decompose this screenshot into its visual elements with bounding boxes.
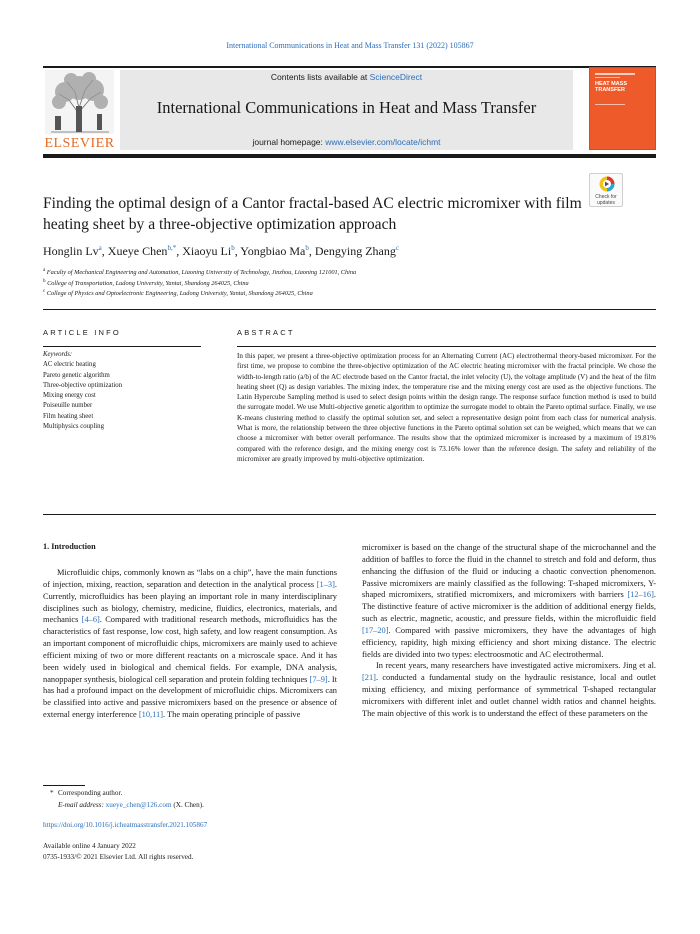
footnotes xyxy=(50,788,350,811)
elsevier-tree-icon xyxy=(45,70,114,134)
paragraph-text: . The distinctive feature of active micromixer is the addition of additional energy fields, such as electric, magnetic, acoustic, and pressure fields, within the microfluidic field xyxy=(362,590,656,624)
keyword-item: Multiphysics coupling xyxy=(43,423,104,431)
contents-line xyxy=(120,72,573,82)
paragraph-text: . The main operating principle of passive xyxy=(163,710,301,720)
abstract-text: In this paper, we present a three-objective optimization process for an Alternating Current (AC) electrothermal theory-based micromixer. For the first time, we propose to combine the three-objective optimization of the AC electric heating micromixer with the fractal principle. We chose the width-to-length ratio (a/b) of the AC electrode based on the Cantor fractal, the inlet velocity (U), the voltage amplitude (V) and the heat of the film heating sheet (Q) as design variables. The mixing index, the temperature rise and the mixing energy cost are used as the objective functions. The Latin Hypercube Sampling method is used to select design points within the design range. The response surface function method is used to build the surrogate model. We use Multi-objective genetic algorithm to optimize the surrogate model to obtain the Pareto optimal surface. Finally, we use K-means clustering method to classify the optimal solution set, and select a representative design point from each class for numerical analysis. What is more, the relationship between the three objective functions in the Pareto optimal solution set can be weighed, which means that we can choose a micromixer with better overall performance. The results show that the optimized micromixer is increased by a maximum of 19.81% compared with the reference design, and the mixing energy cost is 73.16% lower than the reference design. The safety and reliability of the micromixer are greatly improved by multi-objective optimization. xyxy=(237,352,656,463)
intro-paragraph-1-continued xyxy=(362,542,656,660)
author-affiliation-mark[interactable]: c xyxy=(395,244,399,252)
check-label-line-1: Check for xyxy=(595,194,617,200)
author-separator: , xyxy=(176,244,183,258)
author-separator: , xyxy=(101,244,108,258)
citation-link[interactable]: [4–6] xyxy=(81,615,100,625)
keywords-block xyxy=(43,350,203,432)
masthead-rule xyxy=(43,154,656,158)
keyword-item: Three-objective optimization xyxy=(43,381,123,389)
author-affiliation-mark[interactable]: b,* xyxy=(167,244,177,252)
citation-link[interactable]: [7–9] xyxy=(309,674,328,684)
check-label-line-2: updates xyxy=(597,199,615,206)
publication-meta xyxy=(43,841,193,863)
masthead xyxy=(43,70,656,150)
affiliation-line xyxy=(43,279,643,290)
article-info-rule xyxy=(43,346,201,347)
author-list xyxy=(43,244,643,259)
author-separator: , xyxy=(234,244,241,258)
affiliation-text: College of Transportation, Ludong University, Yantai, Shandong 264025, China xyxy=(45,279,249,287)
affiliation-line xyxy=(43,268,643,279)
affiliation-mark: c xyxy=(43,288,46,294)
paper-title: Finding the optimal design of a Cantor fractal-based AC electric micromixer with film heating sheet by a three-objective optimization approach xyxy=(43,195,582,233)
intro-paragraph-1 xyxy=(43,567,337,721)
doi-link[interactable]: https://doi.org/10.1016/j.icheatmasstransfer.2021.105867 xyxy=(43,821,208,829)
keyword-item: Film heating sheet xyxy=(43,412,94,420)
introduction-heading: 1. Introduction xyxy=(43,542,96,551)
abstract-heading: ABSTRACT xyxy=(237,328,295,337)
elsevier-logo[interactable] xyxy=(43,70,116,150)
homepage-prefix: journal homepage: xyxy=(252,137,326,147)
abstract-rule xyxy=(237,346,656,347)
affiliation-text: Faculty of Mechanical Engineering and Automation, Liaoning University of Technology, Jinzhou, Liaoning 121001, China xyxy=(45,269,357,276)
journal-cover-thumbnail[interactable] xyxy=(589,67,656,150)
author-name[interactable]: Yongbiao Ma xyxy=(240,244,306,258)
keyword-item: AC electric heating xyxy=(43,361,96,369)
author-name[interactable]: Xueye Chen xyxy=(107,244,168,258)
paragraph-text: . Compared with passive micromixers, they have the advantages of high efficiency, rapidity, high mixing efficiency and short mixing distance. The electric fields are divided into two types: electroosmotic and AC electrothermal. xyxy=(362,625,656,659)
affiliation-text: College of Physics and Optoelectronic Engineering, Ludong University, Yantai, Shandong 264025, China xyxy=(45,290,313,297)
cover-decoration xyxy=(595,73,635,75)
paragraph-text: . conducted a fundamental study on the hydraulic resistance, local and outlet mixing efficiency, and mixing performance of symmetrical T-shaped rectangular micromixers with different inlet and outlet channel width ratios and channel heights. The main objective of this work is to understand the effect of these parameters on the xyxy=(362,673,656,718)
email-suffix: (X. Chen). xyxy=(171,800,204,809)
author-separator: , xyxy=(308,244,315,258)
top-rule xyxy=(43,66,656,68)
cover-decoration xyxy=(595,77,620,78)
abstract-bottom-rule xyxy=(43,514,656,515)
check-updates-icon xyxy=(599,176,615,194)
citation-link[interactable]: [17–20] xyxy=(362,625,389,635)
article-info-heading: ARTICLE INFO xyxy=(43,328,121,337)
cover-title: HEAT MASS TRANSFER xyxy=(595,81,627,93)
journal-reference[interactable]: International Communications in Heat and Mass Transfer 131 (2022) 105867 xyxy=(226,41,474,50)
affiliation-mark: a xyxy=(43,267,46,273)
author-name[interactable]: Honglin Lv xyxy=(43,244,99,258)
paragraph-text: micromixer is based on the change of the structural shape of the microchannel and the addition of baffles to force the fluid in the channel to stretch and fold and deform, thus enhancing the diffusion of the fluid or inducing a chaotic convection phenomenon. Passive micromixers are mainly classified as the following: T-shaped micromixers, Y-shaped micromixers, stratified micromixers, and micromixers with barriers xyxy=(362,543,656,600)
paragraph-text: In recent years, many researchers have investigated active micromixers. Jing et al. xyxy=(376,661,656,671)
citation-link[interactable]: [10,11] xyxy=(138,710,163,720)
corresponding-author-note xyxy=(50,788,350,800)
journal-title: International Communications in Heat and Mass Transfer xyxy=(156,98,537,117)
affiliations xyxy=(43,268,643,300)
body-column-left xyxy=(43,567,337,721)
header-rule xyxy=(43,309,656,310)
paragraph-text: . Compared with traditional research methods, microfluidics has the characteristics of fast response, low cost, high safety, and low reagent consumption. As an important component of microfluidic chips, micromixers are mainly used to achieve efficient mixing of two or more different reactants on a microscale space. And it has been widely used in biological and chemical fields. For example, DNA analysis, nanoppaper synthesis, biological cell separation and protein folding techniques xyxy=(43,615,337,684)
paragraph-text: . Currently, microfluidics has been playing an important role in many interdisciplinary disciplines such as biology, chemistry, medicine, fluidics, electronics, materials, and mechanics xyxy=(43,579,337,625)
check-for-updates-badge[interactable] xyxy=(589,173,623,207)
citation-link[interactable]: [12–16] xyxy=(627,590,654,600)
sciencedirect-link[interactable]: ScienceDirect xyxy=(369,72,423,82)
author-affiliation-mark[interactable]: b xyxy=(305,244,309,252)
journal-homepage-link[interactable]: www.elsevier.com/locate/ichmt xyxy=(325,137,441,147)
journal-banner xyxy=(120,70,573,150)
keyword-item: Pareto genetic algorithm xyxy=(43,371,110,379)
email-label: E-mail address: xyxy=(58,800,104,809)
author-affiliation-mark[interactable]: a xyxy=(98,244,102,252)
email-note xyxy=(50,800,350,812)
email-link[interactable]: xueye_chen@126.com xyxy=(105,800,172,809)
citation-link[interactable]: [1–3] xyxy=(316,579,335,589)
author-affiliation-mark[interactable]: b xyxy=(231,244,235,252)
author-name[interactable]: Xiaoyu Li xyxy=(182,244,232,258)
paragraph-text: Microfluidic chips, commonly known as “labs on a chip”, have the main functions of injection, mixing, reaction, separation and detection in the analytical process xyxy=(43,568,337,589)
body-column-right xyxy=(362,542,656,720)
copyright: 0735-1933/© 2021 Elsevier Ltd. All rights reserved. xyxy=(43,853,194,861)
contents-prefix: Contents lists available at xyxy=(270,72,370,82)
keyword-item: Poiseuille number xyxy=(43,402,93,410)
footnote-mark: * xyxy=(50,789,54,797)
keyword-item: Mixing energy cost xyxy=(43,392,96,400)
available-online: Available online 4 January 2022 xyxy=(43,842,136,850)
keyword-list xyxy=(43,360,203,432)
affiliation-line xyxy=(43,289,643,300)
citation-link[interactable]: [21] xyxy=(362,673,376,683)
footnote-rule xyxy=(43,785,85,786)
elsevier-wordmark: ELSEVIER xyxy=(44,136,115,151)
homepage-line xyxy=(120,137,573,147)
check-updates-label xyxy=(590,195,622,206)
corresponding-author-text: Corresponding author. xyxy=(58,789,123,797)
cover-decoration xyxy=(595,104,625,105)
intro-paragraph-2 xyxy=(362,660,656,719)
paragraph-text: . It has had a profound impact on the development of microfluidic chips. Micromixers can be classified into active and passive micromixers based on the presence or absence of external energy interference xyxy=(43,674,337,720)
affiliation-mark: b xyxy=(43,278,46,284)
keywords-label: Keywords: xyxy=(43,351,73,358)
author-name[interactable]: Dengying Zhang xyxy=(314,244,396,258)
